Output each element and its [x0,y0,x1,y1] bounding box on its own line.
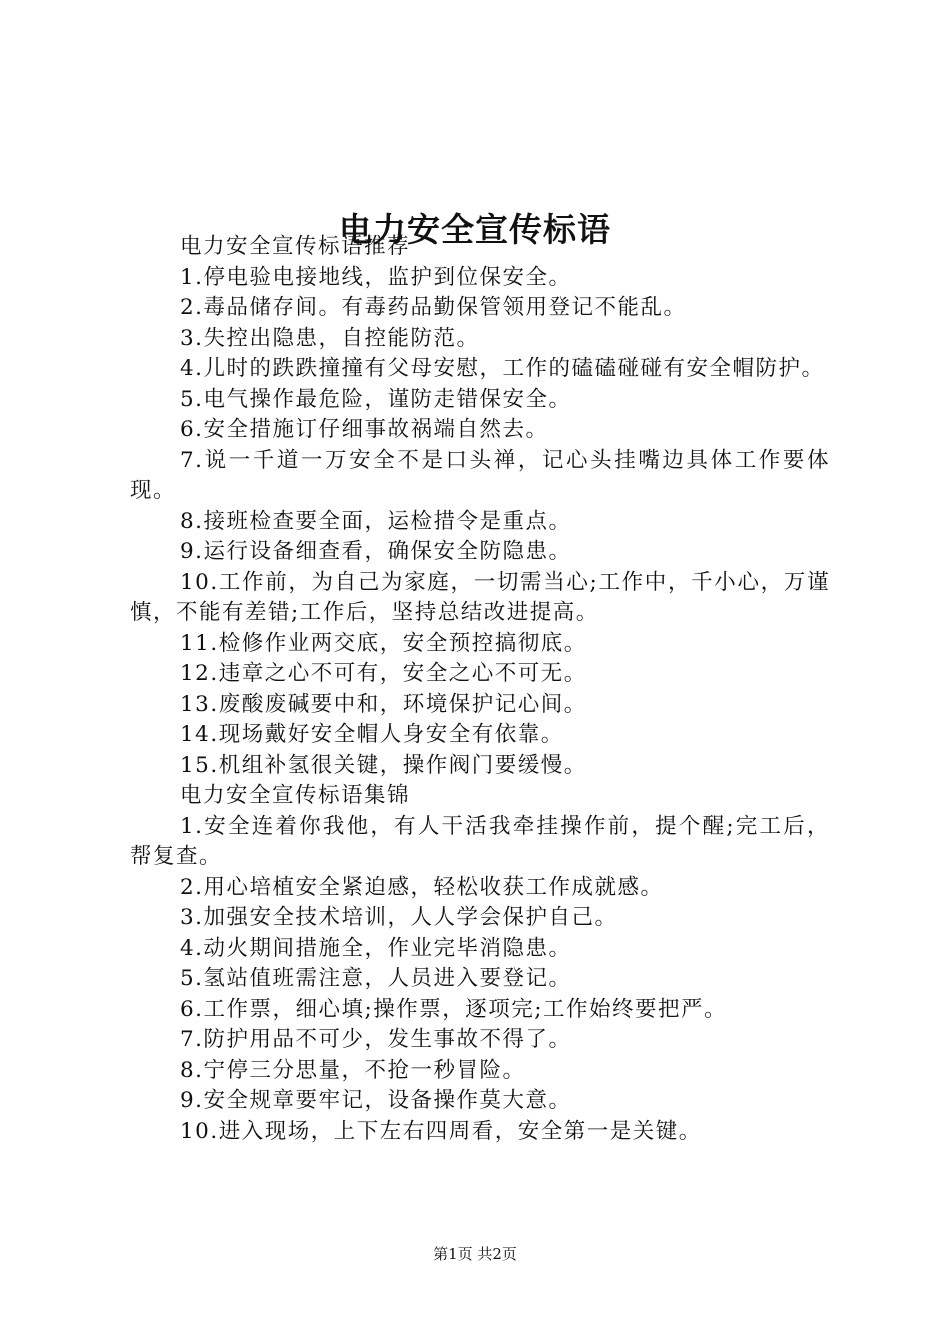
slogan-item: 5.电气操作最危险，谨防走错保安全。 [180,386,572,412]
document-title: 电力安全宣传标语 [339,210,611,250]
section-heading: 电力安全宣传标语集锦 [180,783,411,808]
slogan-item: 7.说一千道一万安全不是口头禅，记心头挂嘴边具体工作要体现。 [130,447,830,503]
slogan-item: 6.工作票，细心填;操作票，逐项完;工作始终要把严。 [180,996,728,1022]
slogan-item: 2.毒品储存间。有毒药品勤保管领用登记不能乱。 [180,295,687,320]
slogan-item: 7.防护用品不可少，发生事故不得了。 [180,1027,572,1052]
slogan-item: 3.失控出隐患，自控能防范。 [180,325,480,351]
slogan-item: 13.废酸废碱要中和，环境保护记心间。 [180,691,587,717]
slogan-item: 9.运行设备细查看，确保安全防隐患。 [180,539,572,564]
slogan-item: 3.加强安全技术培训，人人学会保护自己。 [180,905,618,930]
slogan-item: 11.检修作业两交底，安全预控搞彻底。 [180,630,587,656]
slogan-item: 4.儿时的跌跌撞撞有父母安慰，工作的磕磕碰碰有安全帽防护。 [180,356,825,381]
slogan-item: 8.宁停三分思量，不抢一秒冒险。 [180,1057,526,1083]
slogan-item: 4.动火期间措施全，作业完毕消隐患。 [180,935,572,961]
section-heading: 电力安全宣传标语推荐 [180,234,411,259]
slogan-item: 14.现场戴好安全帽人身安全有依靠。 [180,722,564,747]
slogan-item: 8.接班检查要全面，运检措令是重点。 [180,508,572,534]
slogan-item: 10.进入现场，上下左右四周看，安全第一是关键。 [180,1118,702,1144]
page-number: 第1页 共2页 [433,1245,517,1263]
slogan-item: 1.停电验电接地线，监护到位保安全。 [180,264,572,290]
slogan-item: 5.氢站值班需注意，人员进入要登记。 [180,966,572,991]
document-body [130,232,830,1147]
slogan-item: 9.安全规章要牢记，设备操作莫大意。 [180,1088,572,1113]
slogan-item: 2.用心培植安全紧迫感，轻松收获工作成就感。 [180,874,664,900]
slogan-item: 6.安全措施订仔细事故祸端自然去。 [180,417,549,442]
slogan-item: 15.机组补氢很关键，操作阀门要缓慢。 [180,752,587,778]
slogan-item: 10.工作前，为自己为家庭，一切需当心;工作中，千小心，万谨慎，不能有差错;工作后，坚持总结改进提高。 [130,569,830,625]
slogan-item: 1.安全连着你我他，有人干活我牵挂操作前，提个醒;完工后，帮复查。 [130,813,830,869]
slogan-item: 12.违章之心不可有，安全之心不可无。 [180,661,587,686]
